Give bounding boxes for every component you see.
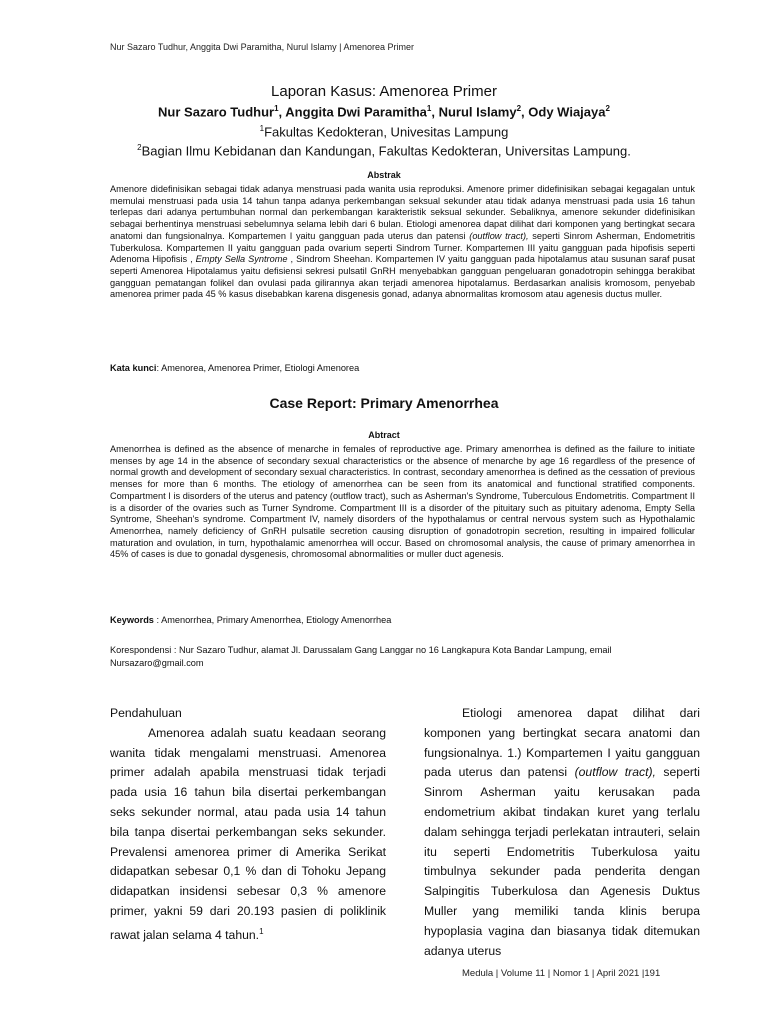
author-name: Nurul Islamy (438, 104, 517, 120)
abstract-heading-en: Abtract (368, 430, 400, 440)
affiliation-text: Bagian Ilmu Kebidanan dan Kandungan, Fakultas Kedokteran, Universitas Lampung. (141, 143, 631, 159)
keywords-label: Keywords (110, 615, 154, 625)
abstract-italic: (outflow tract), (469, 230, 529, 241)
paragraph-text: seperti Sinrom Asherman yaitu kerusakan pada endometrium akibat tindakan kuret yang terlalu dalam sehingga terjadi perlekatan intrauteri, selain itu seperti Endometritis Tuberkulosa yaitu timbulnya sekunder pada penderita dengan Salpingitis Tuberkulosa dan Agenesis Duktus Muller yang memiliki tanda klinis berupa hypoplasia vagina dan biasanya tidak ditemukan adanya uterus (424, 765, 700, 958)
correspondence (110, 644, 695, 670)
page-footer: Medula | Volume 11 | Nomor 1 | April 2021 |191 (462, 968, 661, 979)
author-name: Anggita Dwi Paramitha (285, 104, 427, 120)
keywords-text: : Amenorea, Amenorea Primer, Etiologi Amenorea (156, 363, 360, 373)
body-paragraph (424, 704, 700, 961)
author-sup: 2 (516, 104, 522, 113)
body-column-right (424, 704, 700, 961)
body-paragraph (110, 724, 386, 946)
author-sup: 1 (426, 104, 432, 113)
paragraph-text: Etiologi amenorea dapat dilihat dari komponen yang bertingkat secara anatomi dan fungsionalnya. 1.) Kompartemen I yaitu gangguan pada uterus dan patensi (424, 706, 700, 780)
author-sup: 2 (605, 104, 610, 113)
correspondence-line: Korespondensi : Nur Sazaro Tudhur, alamat Jl. Darussalam Gang Langgar no 16 Langkapura Kota Bandar Lampung, email (110, 645, 612, 655)
paragraph-text: Amenorea adalah suatu keadaan seorang wanita tidak mengalami menstruasi. Amenorea primer adalah apabila menstruasi tidak terjadi pada usia 16 tahun bila disertai perkembangan seks sekunder normal, atau pada usia 14 tahun bila tanpa disertai perkembangan seks sekunder. Prevalensi amenorea primer di Amerika Serikat didapatkan sebesar 0,1 % dan di Tohoku Jepang didapatkan insidensi sebesar 0,3 % amenore primer, yakni 59 dari 20.193 pasien di poliklinik rawat jalan selama 4 tahun. (110, 725, 386, 942)
body-column-left (110, 704, 386, 946)
section-heading: Pendahuluan (110, 706, 182, 720)
abstract-body-id (110, 184, 695, 301)
abstract-heading-id: Abstrak (367, 170, 401, 180)
running-head: Nur Sazaro Tudhur, Anggita Dwi Paramitha, Nurul Islamy | Amenorea Primer (110, 42, 414, 52)
citation-sup: 1 (259, 926, 264, 936)
paper-title: Laporan Kasus: Amenorea Primer (271, 83, 497, 100)
paragraph-italic: (outflow tract), (574, 765, 656, 780)
keywords-text: : Amenorrhea, Primary Amenorrhea, Etiology Amenorrhea (153, 615, 392, 625)
abstract-text: , Sindrom Sheehan. Kompartemen IV yaitu gangguan pada hipotalamus atau susunan saraf pusat seperti Amenorea Hipotalamus yaitu defisiensi sekresi pulsatil GnRH menyebabkan gangguan pengeluaran gonadotropin sehingga berakibat gangguan pematangan folikel dan ovulasi pada gilirannya akan terjadi amenorea hipotalamus. Berdasarkan analisis kromosom, penyebab amenorea primer pada 45 % kasus disebabkan karena disgenesis gonad, adanya abnormalitas kromosom atau agenesis ductus muller. (110, 254, 695, 300)
affiliation-1 (0, 124, 768, 139)
abstract-italic: Empty Sella Syntrome (195, 254, 288, 265)
affiliation-text: Fakultas Kedokteran, Univesitas Lampung (264, 124, 509, 140)
keywords-label: Kata kunci (110, 363, 157, 373)
english-title: Case Report: Primary Amenorrhea (269, 395, 499, 411)
affiliation-2 (0, 143, 768, 158)
keywords-en (110, 615, 695, 625)
abstract-body-en: Amenorrhea is defined as the absence of menarche in females of reproductive age. Primary amenorrhea is defined as the failure to initiate menses by age 14 in the absence of secondary sexual characteristics or the absence of menarche by age 16 regardless of the presence of normal growth and development of secondary sexual characteristics. In contrast, secondary amenorrhea is defined as the cessation of previous menses for more than 6 months. The etiology of amenorrhea can be seen from its anatomical and functional stratified components. Compartment I is disorders of the uterus and patency (outflow tract), such as Asherman's Syndrome, Tuberculous Endometritis. Compartment II is a disorder of the ovaries such as Turner Syndrome. Compartment III is a disorder of the pituitary such as pituitary adenoma, Empty Sella Syntrome, Sheehan's syndrome. Compartment IV, namely disorders of the hypothalamus or central nervous system such as Hypothalamic Amenorrhea, namely deficiency of GnRH pulsatile secretion causing disruption of gonadotropin secretion, resulting in impaired follicular maturation and ovulation, in turn, hypothalamic amenorrhea will occur. Based on chromosomal analysis, the cause of primary amenorrhea in 45% of cases is due to gonadal dysgenesis, chromosomal abnormalities or muller duct agenesis. (110, 444, 695, 560)
author-list: Nur Sazaro Tudhur$^1$, Anggita Dwi Paramitha$^1$, Nurul Islamy$^2$, Ody Wiajaya$^2$ (158, 104, 610, 120)
abstract-text: Amenore didefinisikan sebagai tidak adanya menstruasi pada wanita usia reproduksi. Amenore primer didefinisikan sebagai kegagalan untuk memulai menstruasi pada usia 14 tahun tanpa adanya perkembangan seksual sekunder atau tidak adanya menstruasi pada usia 16 tahun terlepas dari adanya pertumbuhan normal dan perkembangan karakteristik seksual sekunder. Sebaliknya, amenore sekunder didefinisikan sebagai berhentinya menstruasi sebelumnya selama lebih dari 6 bulan. Etiologi amenorea dapat dilihat dari komponen yang bertingkat secara anatomi dan fungsionalnya. Kompartemen I yaitu gangguan pada uterus dan patensi (110, 184, 695, 241)
author-name: Nur Sazaro Tudhur (158, 104, 275, 120)
abstract-text: seperti Sinrom Asherman, Endometritis Tuberkulosa. Kompartemen II yaitu gangguan pada ovarium seperti Sindrom Turner. Kompartemen III yaitu gangguan pada hipofisis seperti Adenoma Hipofisis , (110, 230, 695, 265)
author-sup: 1 (274, 104, 279, 113)
affiliation-sup: 1 (259, 124, 265, 133)
keywords-id (110, 363, 695, 373)
affiliation-sup: 2 (137, 143, 142, 152)
correspondence-email: Nursazaro@gmail.com (110, 658, 204, 668)
author-name: Ody Wiajaya (528, 104, 606, 120)
